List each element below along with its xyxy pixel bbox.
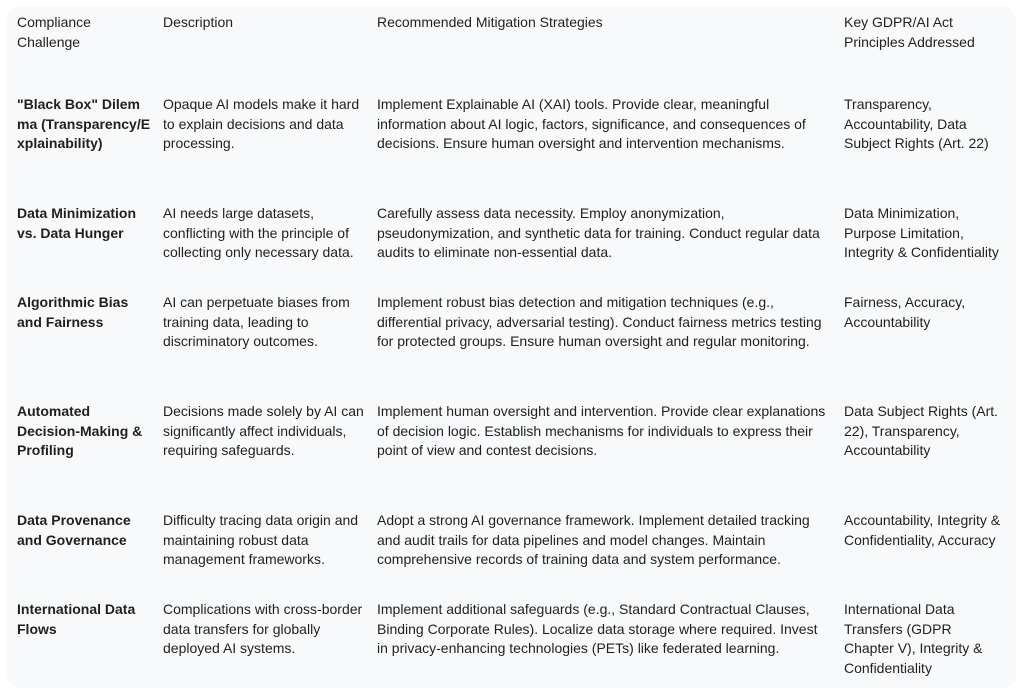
header-compliance-challenge: Compliance Challenge bbox=[17, 14, 91, 50]
table-card bbox=[6, 6, 1016, 688]
header-description: Description bbox=[163, 14, 234, 30]
table-row bbox=[11, 600, 1011, 682]
principles-cell: Fairness, Accuracy, Accountability bbox=[844, 294, 966, 330]
table-row bbox=[11, 511, 1011, 600]
header-principles: Key GDPR/AI Act Principles Addressed bbox=[844, 14, 975, 50]
description-cell: Opaque AI models make it hard to explain decisions and data processing. bbox=[163, 96, 360, 151]
table-row bbox=[11, 402, 1011, 511]
mitigation-cell: Implement Explainable AI (XAI) tools. Provide clear, meaningful information about AI logic, factors, significance, and consequences of decisions. Ensure human oversight and intervention mechanisms. bbox=[377, 96, 806, 151]
challenge-cell: Algorithmic Bias and Fairness bbox=[17, 294, 129, 330]
challenge-cell: Data Minimization vs. Data Hunger bbox=[17, 205, 137, 241]
principles-cell: Data Minimization, Purpose Limitation, Integrity & Confidentiality bbox=[844, 205, 999, 260]
table-row bbox=[11, 204, 1011, 293]
mitigation-cell: Adopt a strong AI governance framework. Implement detailed tracking and audit trails for data pipelines and model changes. Maintain comprehensive records of training data and system performance. bbox=[377, 512, 810, 567]
principles-cell: Transparency, Accountability, Data Subject Rights (Art. 22) bbox=[844, 96, 989, 151]
description-cell: Complications with cross-border data transfers for globally deployed AI systems. bbox=[163, 601, 363, 656]
description-cell: Difficulty tracing data origin and maintaining robust data management frameworks. bbox=[163, 512, 359, 567]
challenge-cell: Automated Decision-Making & Profiling bbox=[17, 403, 143, 458]
mitigation-cell: Implement robust bias detection and mitigation techniques (e.g., differential privacy, adversarial testing). Conduct fairness metrics testing for protected groups. Ensure human oversight and regular monitoring. bbox=[377, 294, 822, 349]
mitigation-cell: Implement human oversight and intervention. Provide clear explanations of decision logic. Establish mechanisms for individuals to express their point of view and contest decisions. bbox=[377, 403, 826, 458]
description-cell: Decisions made solely by AI can significantly affect individuals, requiring safeguards. bbox=[163, 403, 364, 458]
principles-cell: Data Subject Rights (Art. 22), Transparency, Accountability bbox=[844, 403, 999, 458]
description-cell: AI needs large datasets, conflicting with the principle of collecting only necessary data. bbox=[163, 205, 354, 260]
mitigation-cell: Carefully assess data necessity. Employ anonymization, pseudonymization, and synthetic data for training. Conduct regular data audits to eliminate non-essential data. bbox=[377, 205, 820, 260]
principles-cell: Accountability, Integrity & Confidentiality, Accuracy bbox=[844, 512, 1001, 548]
header-mitigation-strategies: Recommended Mitigation Strategies bbox=[377, 14, 603, 30]
description-cell: AI can perpetuate biases from training data, leading to discriminatory outcomes. bbox=[163, 294, 350, 349]
challenge-cell: Data Provenance and Governance bbox=[17, 512, 131, 548]
table-header-row bbox=[11, 13, 1011, 95]
challenge-cell: "Black Box" Dilemma (Transparency/Explainability) bbox=[17, 96, 151, 151]
mitigation-cell: Implement additional safeguards (e.g., Standard Contractual Clauses, Binding Corporate Rules). Localize data storage where required. Invest in privacy-enhancing technologies (PETs) like federated learning. bbox=[377, 601, 818, 656]
compliance-table bbox=[11, 13, 1011, 682]
principles-cell: International Data Transfers (GDPR Chapter V), Integrity & Confidentiality bbox=[844, 601, 983, 676]
table-row bbox=[11, 95, 1011, 204]
table-row bbox=[11, 293, 1011, 402]
challenge-cell: International Data Flows bbox=[17, 601, 136, 637]
